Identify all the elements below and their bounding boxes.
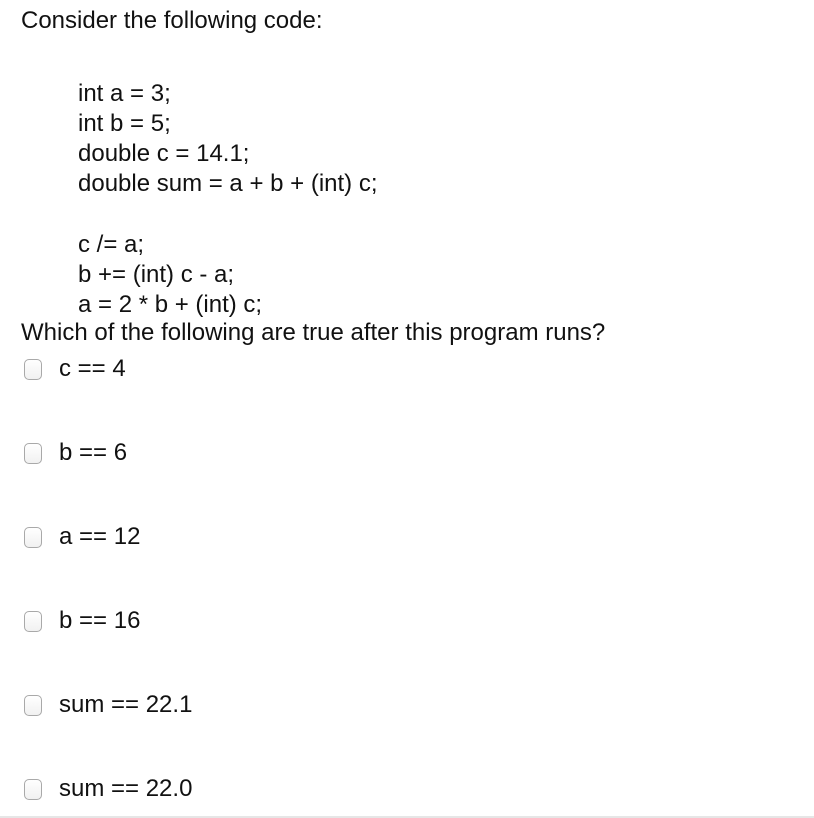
- checkbox[interactable]: [24, 359, 42, 380]
- option-label: a == 12: [59, 523, 141, 550]
- checkbox[interactable]: [24, 527, 42, 548]
- option-c-equals-4[interactable]: [24, 356, 126, 382]
- option-b-equals-6[interactable]: [24, 440, 127, 466]
- question-title: Consider the following code:: [21, 7, 323, 34]
- option-a-equals-12[interactable]: [24, 524, 140, 550]
- code-line: double sum = a + b + (int) c;: [78, 170, 378, 197]
- option-b-equals-16[interactable]: [24, 608, 140, 634]
- code-line: int a = 3;: [78, 80, 171, 107]
- option-sum-equals-22-1[interactable]: [24, 692, 192, 718]
- code-line: a = 2 * b + (int) c;: [78, 291, 263, 318]
- option-label: sum == 22.0: [59, 775, 193, 802]
- checkbox[interactable]: [24, 443, 42, 464]
- option-label: sum == 22.1: [59, 691, 193, 718]
- code-line: int b = 5;: [78, 110, 171, 137]
- code-line: b += (int) c - a;: [78, 261, 235, 288]
- code-block: [78, 79, 378, 320]
- checkbox[interactable]: [24, 611, 42, 632]
- checkbox[interactable]: [24, 695, 42, 716]
- option-label: b == 16: [59, 607, 141, 634]
- option-label: c == 4: [59, 355, 126, 382]
- question-prompt: Which of the following are true after this program runs?: [21, 319, 606, 346]
- code-blank-line: [78, 199, 378, 230]
- option-sum-equals-22-0[interactable]: [24, 776, 192, 802]
- checkbox[interactable]: [24, 779, 42, 800]
- code-line: c /= a;: [78, 231, 145, 258]
- code-line: double c = 14.1;: [78, 140, 250, 167]
- option-label: b == 6: [59, 439, 128, 466]
